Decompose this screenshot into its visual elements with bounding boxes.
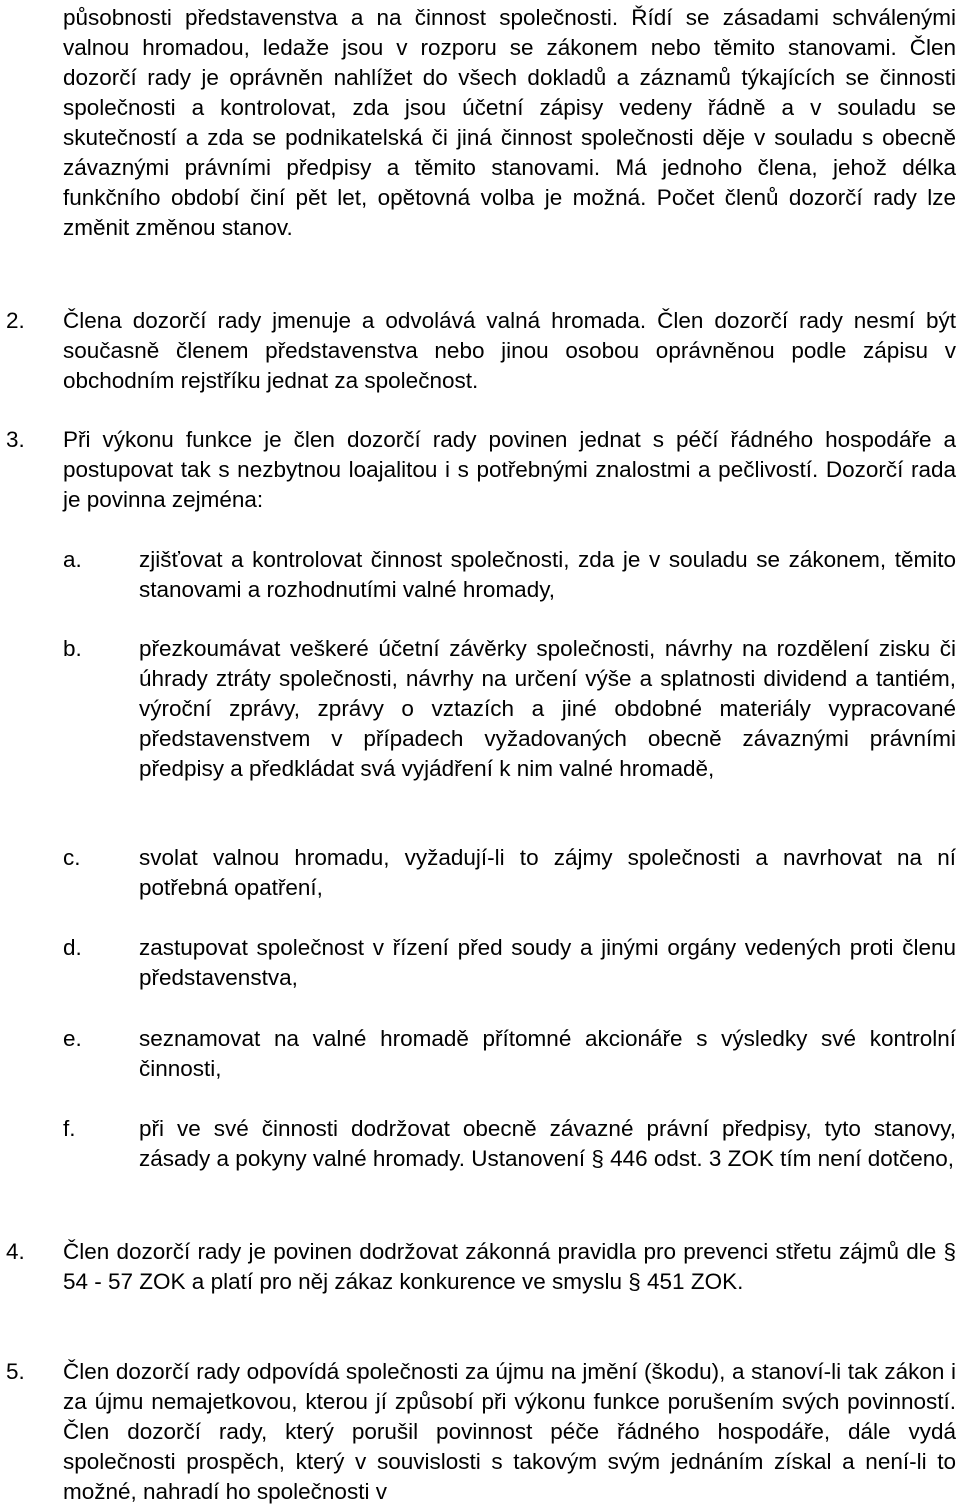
- item-paragraph: Při výkonu funkce je člen dozorčí rady povinen jednat s péčí řádného hospodáře a postupovat tak s nezbytnou loajalitou i s potřebnými znalostmi a pečlivostí. Dozorčí rada je povinna zejména:: [63, 427, 956, 512]
- intro-paragraph: působnosti představenstva a na činnost společnosti. Řídí se zásadami schválenými valnou hromadou, ledaže jsou v rozporu se zákonem nebo těmito stanovami. Člen dozorčí rady je oprávněn nahlížet do všech dokladů a záznamů týkajících se činnosti společnosti a kontrolovat, zda jsou účetní zápisy vedeny řádně a v souladu se skutečností a zda se podnikatelská či jiná činnost společnosti děje v souladu s obecně závaznými právními předpisy a těmito stanovami. Má jednoho člena, jehož délka funkčního období činí pět let, opětovná volba je možná. Počet členů dozorčí rady lze změnit změnou stanov.: [63, 5, 956, 240]
- item-paragraph: Člen dozorčí rady odpovídá společnosti za újmu na jmění (škodu), a stanoví-li tak zákon i za újmu nemajetkovou, kterou jí způsobí při výkonu funkce porušením svých povinností. Člen dozorčí rady, který porušil povinnost péče řádného hospodáře, dále vydá společnosti prospěch, který v souvislosti s takovým svým jednáním získal a není-li to možné, nahradí ho společnosti v: [63, 1359, 956, 1504]
- item-paragraph: Člena dozorčí rady jmenuje a odvolává valná hromada. Člen dozorčí rady nesmí být současně členem představenstva nebo jinou osobou oprávněnou podle zápisu v obchodním rejstříku jednat za společnost.: [63, 308, 956, 393]
- item-paragraph: Člen dozorčí rady je povinen dodržovat zákonná pravidla pro prevenci střetu zájmů dle § 54 - 57 ZOK a platí pro něj zákaz konkurence ve smyslu § 451 ZOK.: [63, 1239, 956, 1294]
- subitem-letter: a.: [63, 547, 82, 572]
- subitem-paragraph: seznamovat na valné hromadě přítomné akcionáře s výsledky své kontrolní činnosti,: [139, 1026, 956, 1081]
- item-number: 3.: [6, 427, 25, 452]
- subitem-letter: b.: [63, 636, 82, 661]
- item-number: 4.: [6, 1239, 25, 1264]
- subitem-letter: e.: [63, 1026, 82, 1051]
- subitem-paragraph: zastupovat společnost v řízení před soudy a jinými orgány vedených proti členu představenstva,: [139, 935, 956, 990]
- subitem-paragraph: svolat valnou hromadu, vyžadují-li to zájmy společnosti a navrhovat na ní potřebná opatření,: [139, 845, 956, 900]
- subitem-letter: f.: [63, 1116, 76, 1141]
- subitem-paragraph: při ve své činnosti dodržovat obecně závazné právní předpisy, tyto stanovy, zásady a pokyny valné hromady. Ustanovení § 446 odst. 3 ZOK tím není dotčeno,: [139, 1116, 956, 1171]
- subitem-paragraph: zjišťovat a kontrolovat činnost společnosti, zda je v souladu se zákonem, těmito stanovami a rozhodnutími valné hromady,: [139, 547, 956, 602]
- subitem-letter: d.: [63, 935, 82, 960]
- subitem-paragraph: přezkoumávat veškeré účetní závěrky společnosti, návrhy na rozdělení zisku či úhrady ztráty společnosti, návrhy na určení výše a splatnosti dividend a tantiém, výroční zprávy, zprávy o vztazích a jiné obdobné materiály vypracované představenstvem v případech vyžadovaných obecně závaznými právními předpisy a předkládat svá vyjádření k nim valné hromadě,: [139, 636, 956, 781]
- item-number: 5.: [6, 1359, 25, 1384]
- subitem-letter: c.: [63, 845, 81, 870]
- item-number: 2.: [6, 308, 25, 333]
